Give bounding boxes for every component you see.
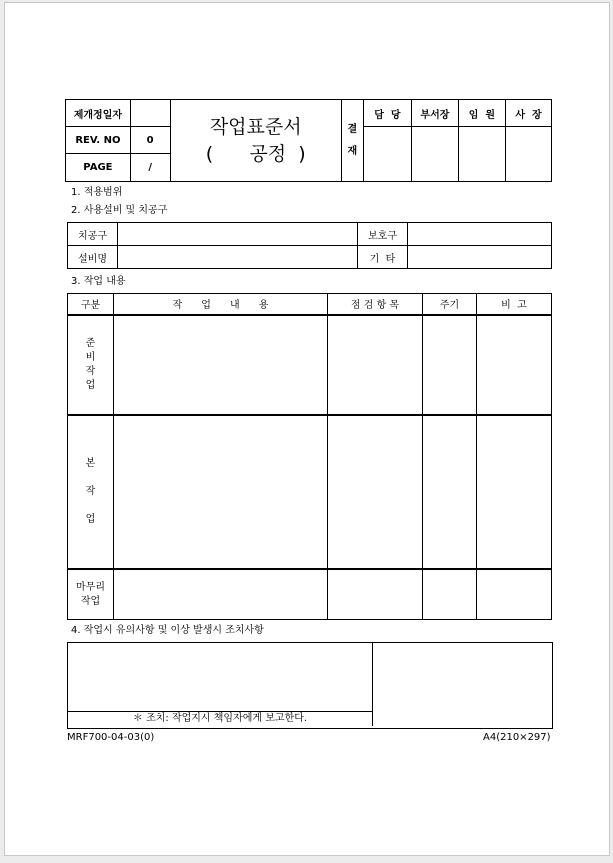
- protective-gear-field[interactable]: [408, 223, 552, 246]
- header-cycle: 주기: [423, 294, 477, 315]
- revision-date-label: 제개정일자: [66, 100, 131, 127]
- revision-date-value[interactable]: [130, 100, 170, 127]
- document-title: [170, 100, 341, 182]
- category-finishing: 마무리 작업: [68, 569, 114, 619]
- other-field[interactable]: [408, 246, 552, 269]
- protective-gear-label: 보호구: [358, 223, 408, 246]
- title-line-1: 작업표준서: [209, 115, 302, 138]
- equipment-name-field[interactable]: [118, 246, 358, 269]
- document-page: [4, 2, 610, 856]
- page-label: PAGE: [66, 154, 131, 182]
- header-category: 구분: [68, 294, 114, 315]
- tools-field[interactable]: [118, 223, 358, 246]
- header-table: [65, 99, 552, 182]
- caution-notes-area[interactable]: [68, 643, 373, 726]
- section-caution: 4. 작업시 유의사항 및 이상 발생시 조치사항: [71, 625, 264, 636]
- main-work-check[interactable]: [328, 415, 423, 569]
- main-work-remarks[interactable]: [477, 415, 552, 569]
- header-remarks: 비 고: [477, 294, 552, 315]
- approval-label-top: 결: [347, 123, 358, 135]
- caution-box: [67, 642, 553, 729]
- section-scope: 1. 적용범위: [71, 187, 123, 198]
- rev-no-value: 0: [130, 127, 170, 154]
- sign-box-staff[interactable]: [363, 127, 411, 182]
- paper-size: A4(210×297): [483, 732, 551, 743]
- category-main-work: 본 작 업: [68, 415, 114, 569]
- preparation-cycle[interactable]: [423, 315, 477, 415]
- finishing-cycle[interactable]: [423, 569, 477, 619]
- finishing-check[interactable]: [328, 569, 423, 619]
- preparation-remarks[interactable]: [477, 315, 552, 415]
- main-work-cycle[interactable]: [423, 415, 477, 569]
- approver-president: 사 장: [505, 100, 551, 127]
- sign-box-executive[interactable]: [458, 127, 505, 182]
- approver-staff: 담 당: [363, 100, 411, 127]
- approver-dept-head: 부서장: [411, 100, 458, 127]
- section-work: 3. 작업 내용: [71, 276, 126, 287]
- header-check-items: 점 검 항 목: [328, 294, 423, 315]
- main-work-content[interactable]: [114, 415, 328, 569]
- approval-label: [341, 100, 363, 182]
- preparation-check[interactable]: [328, 315, 423, 415]
- work-content-table: [67, 293, 552, 620]
- approval-label-bottom: 재: [347, 145, 358, 157]
- equipment-table: [67, 222, 552, 269]
- finishing-content[interactable]: [114, 569, 328, 619]
- equipment-name-label: 설비명: [68, 246, 118, 269]
- preparation-content[interactable]: [114, 315, 328, 415]
- caution-action-note: ＊ 조치: 작업지시 책임자에게 보고한다.: [68, 711, 372, 726]
- approver-executive: 임 원: [458, 100, 505, 127]
- sign-box-dept-head[interactable]: [411, 127, 458, 182]
- title-line-2: ( 공정 ): [205, 142, 306, 165]
- document-code: MRF700-04-03(0): [67, 732, 155, 743]
- section-equipment: 2. 사용설비 및 치공구: [71, 205, 168, 216]
- finishing-remarks[interactable]: [477, 569, 552, 619]
- rev-no-label: REV. NO: [66, 127, 131, 154]
- tools-label: 치공구: [68, 223, 118, 246]
- category-preparation: 준 비 작 업: [68, 315, 114, 415]
- page-value: /: [130, 154, 170, 182]
- other-label: 기 타: [358, 246, 408, 269]
- sign-box-president[interactable]: [505, 127, 551, 182]
- header-work-content: 작 업 내 용: [114, 294, 328, 315]
